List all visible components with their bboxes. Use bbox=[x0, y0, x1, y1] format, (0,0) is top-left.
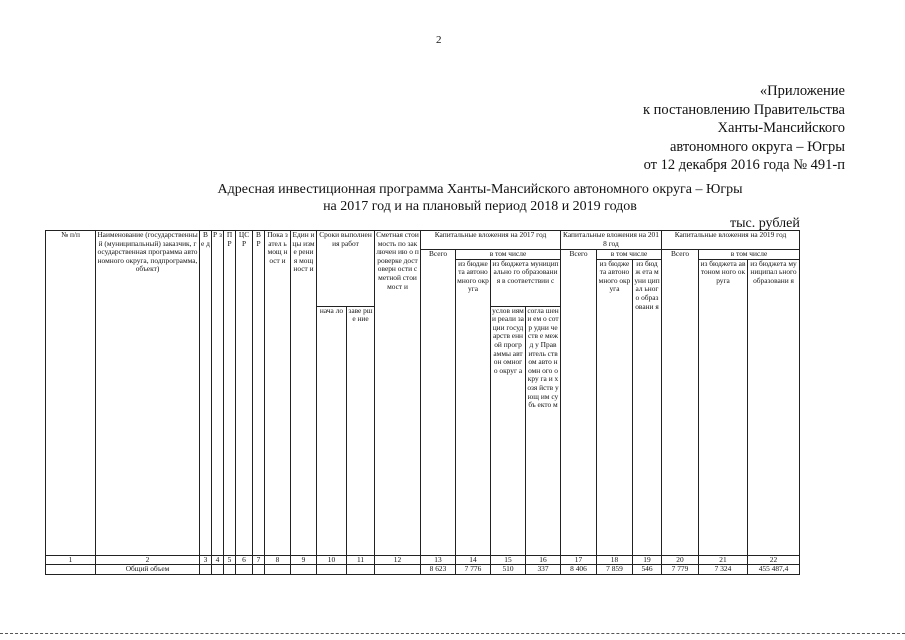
column-number: 22 bbox=[748, 555, 800, 565]
header-vr: В Р bbox=[253, 231, 265, 556]
header-start: нача ло bbox=[317, 306, 347, 555]
total-value: 337 bbox=[526, 565, 561, 575]
total-value: 7 324 bbox=[699, 565, 748, 575]
column-number: 5 bbox=[224, 555, 236, 565]
header-estimate: Сметная стоимость по заключен ию о проверке достоверн ости сметной стоимост и bbox=[375, 231, 421, 556]
header-cap-2019: Капитальные вложения на 2019 год bbox=[662, 231, 800, 250]
header-from-municipal-2017: из бюджета муниципально го образования в соответствии с bbox=[491, 259, 561, 306]
column-number: 7 bbox=[253, 555, 265, 565]
total-value: 7 776 bbox=[456, 565, 491, 575]
header-terms: Сроки выполнения работ bbox=[317, 231, 375, 307]
appendix-line: «Приложение bbox=[759, 83, 845, 99]
column-number: 21 bbox=[699, 555, 748, 565]
title-line: на 2017 год и на плановый период 2018 и 2019 годов bbox=[323, 199, 637, 214]
header-num: № п/п bbox=[46, 231, 96, 556]
column-number: 12 bbox=[375, 555, 421, 565]
column-number: 11 bbox=[347, 555, 375, 565]
column-number: 16 bbox=[526, 555, 561, 565]
header-unit: Един ицы изме рени я мощ ност и bbox=[291, 231, 317, 556]
document-title bbox=[120, 181, 840, 215]
column-number: 20 bbox=[662, 555, 699, 565]
column-number: 6 bbox=[236, 555, 253, 565]
column-number: 17 bbox=[561, 555, 597, 565]
column-number: 18 bbox=[597, 555, 633, 565]
column-number: 19 bbox=[633, 555, 662, 565]
column-number: 1 bbox=[46, 555, 96, 565]
title-line: Адресная инвестиционная программа Ханты-Мансийского автономного округа – Югры bbox=[217, 182, 743, 197]
investment-table bbox=[45, 230, 800, 575]
header-name: Наименование (государственный (муниципальный) заказчик, государственная программа автономного округа, подпрограмма, объект) bbox=[96, 231, 200, 556]
header-rz: Р з bbox=[212, 231, 224, 556]
page-edge-divider bbox=[0, 633, 905, 634]
header-from-budget-2017: из бюдже та автоно много округа bbox=[456, 259, 491, 555]
header-pr: П Р bbox=[224, 231, 236, 556]
total-value: 7 859 bbox=[597, 565, 633, 575]
header-including-2018: в том числе bbox=[597, 250, 662, 260]
header-end: заве рше ние bbox=[347, 306, 375, 555]
header-total-2018: Всего bbox=[561, 250, 597, 556]
header-including-2019: в том числе bbox=[699, 250, 800, 260]
appendix-line: от 12 декабря 2016 года № 491-п bbox=[643, 157, 845, 173]
header-from-budget-2018: из бюдже та автоно много округа bbox=[597, 259, 633, 555]
column-number: 8 bbox=[265, 555, 291, 565]
column-number: 14 bbox=[456, 555, 491, 565]
appendix-line: автономного округа – Югры bbox=[669, 138, 845, 155]
header-total-2017: Всего bbox=[421, 250, 456, 556]
column-number: 10 bbox=[317, 555, 347, 565]
total-value: 8 623 bbox=[421, 565, 456, 575]
table-row bbox=[46, 565, 800, 575]
header-from-budget-2019: из бюджета автоном ного округа bbox=[699, 259, 748, 555]
appendix-line: к постановлению Правительства bbox=[643, 101, 845, 118]
total-value: 8 406 bbox=[561, 565, 597, 575]
header-indicator: Пока зател ь мощ ност и bbox=[265, 231, 291, 556]
header-cap-2018: Капитальные вложения на 2018 год bbox=[561, 231, 662, 250]
header-agreement-2017: согла шени ем о сотр удни честв е межд у Прав итель ством авто номн ого окру га и хозя йств ующ им субъ екто м bbox=[526, 306, 561, 555]
units-label: тыс. рублей bbox=[730, 216, 800, 231]
header-csr: ЦС Р bbox=[236, 231, 253, 556]
header-from-municipal-2018: из бюдж ета муни ципал ьного образ овани я bbox=[633, 259, 662, 555]
total-row-label: Общий объем bbox=[96, 565, 200, 575]
column-number: 4 bbox=[212, 555, 224, 565]
total-value: 546 bbox=[633, 565, 662, 575]
column-number: 15 bbox=[491, 555, 526, 565]
appendix-line: Ханты-Мансийского bbox=[717, 120, 845, 136]
header-including-2017: в том числе bbox=[456, 250, 561, 260]
header-total-2019: Всего bbox=[662, 250, 699, 556]
column-number: 3 bbox=[200, 555, 212, 565]
total-value: 455 487,4 bbox=[748, 565, 800, 575]
header-cap-2017: Капитальные вложения на 2017 год bbox=[421, 231, 561, 250]
header-ved: В е д bbox=[200, 231, 212, 556]
header-conditions-2017: услов иями реали зации госуд арств енной прогр аммы автон омног о округ а bbox=[491, 306, 526, 555]
appendix-heading bbox=[615, 82, 845, 175]
header-from-municipal-2019: из бюджета муниципал ьного образовани я bbox=[748, 259, 800, 555]
total-value: 510 bbox=[491, 565, 526, 575]
total-value: 7 779 bbox=[662, 565, 699, 575]
column-number: 13 bbox=[421, 555, 456, 565]
column-number: 2 bbox=[96, 555, 200, 565]
page-number: 2 bbox=[436, 34, 442, 46]
column-number: 9 bbox=[291, 555, 317, 565]
